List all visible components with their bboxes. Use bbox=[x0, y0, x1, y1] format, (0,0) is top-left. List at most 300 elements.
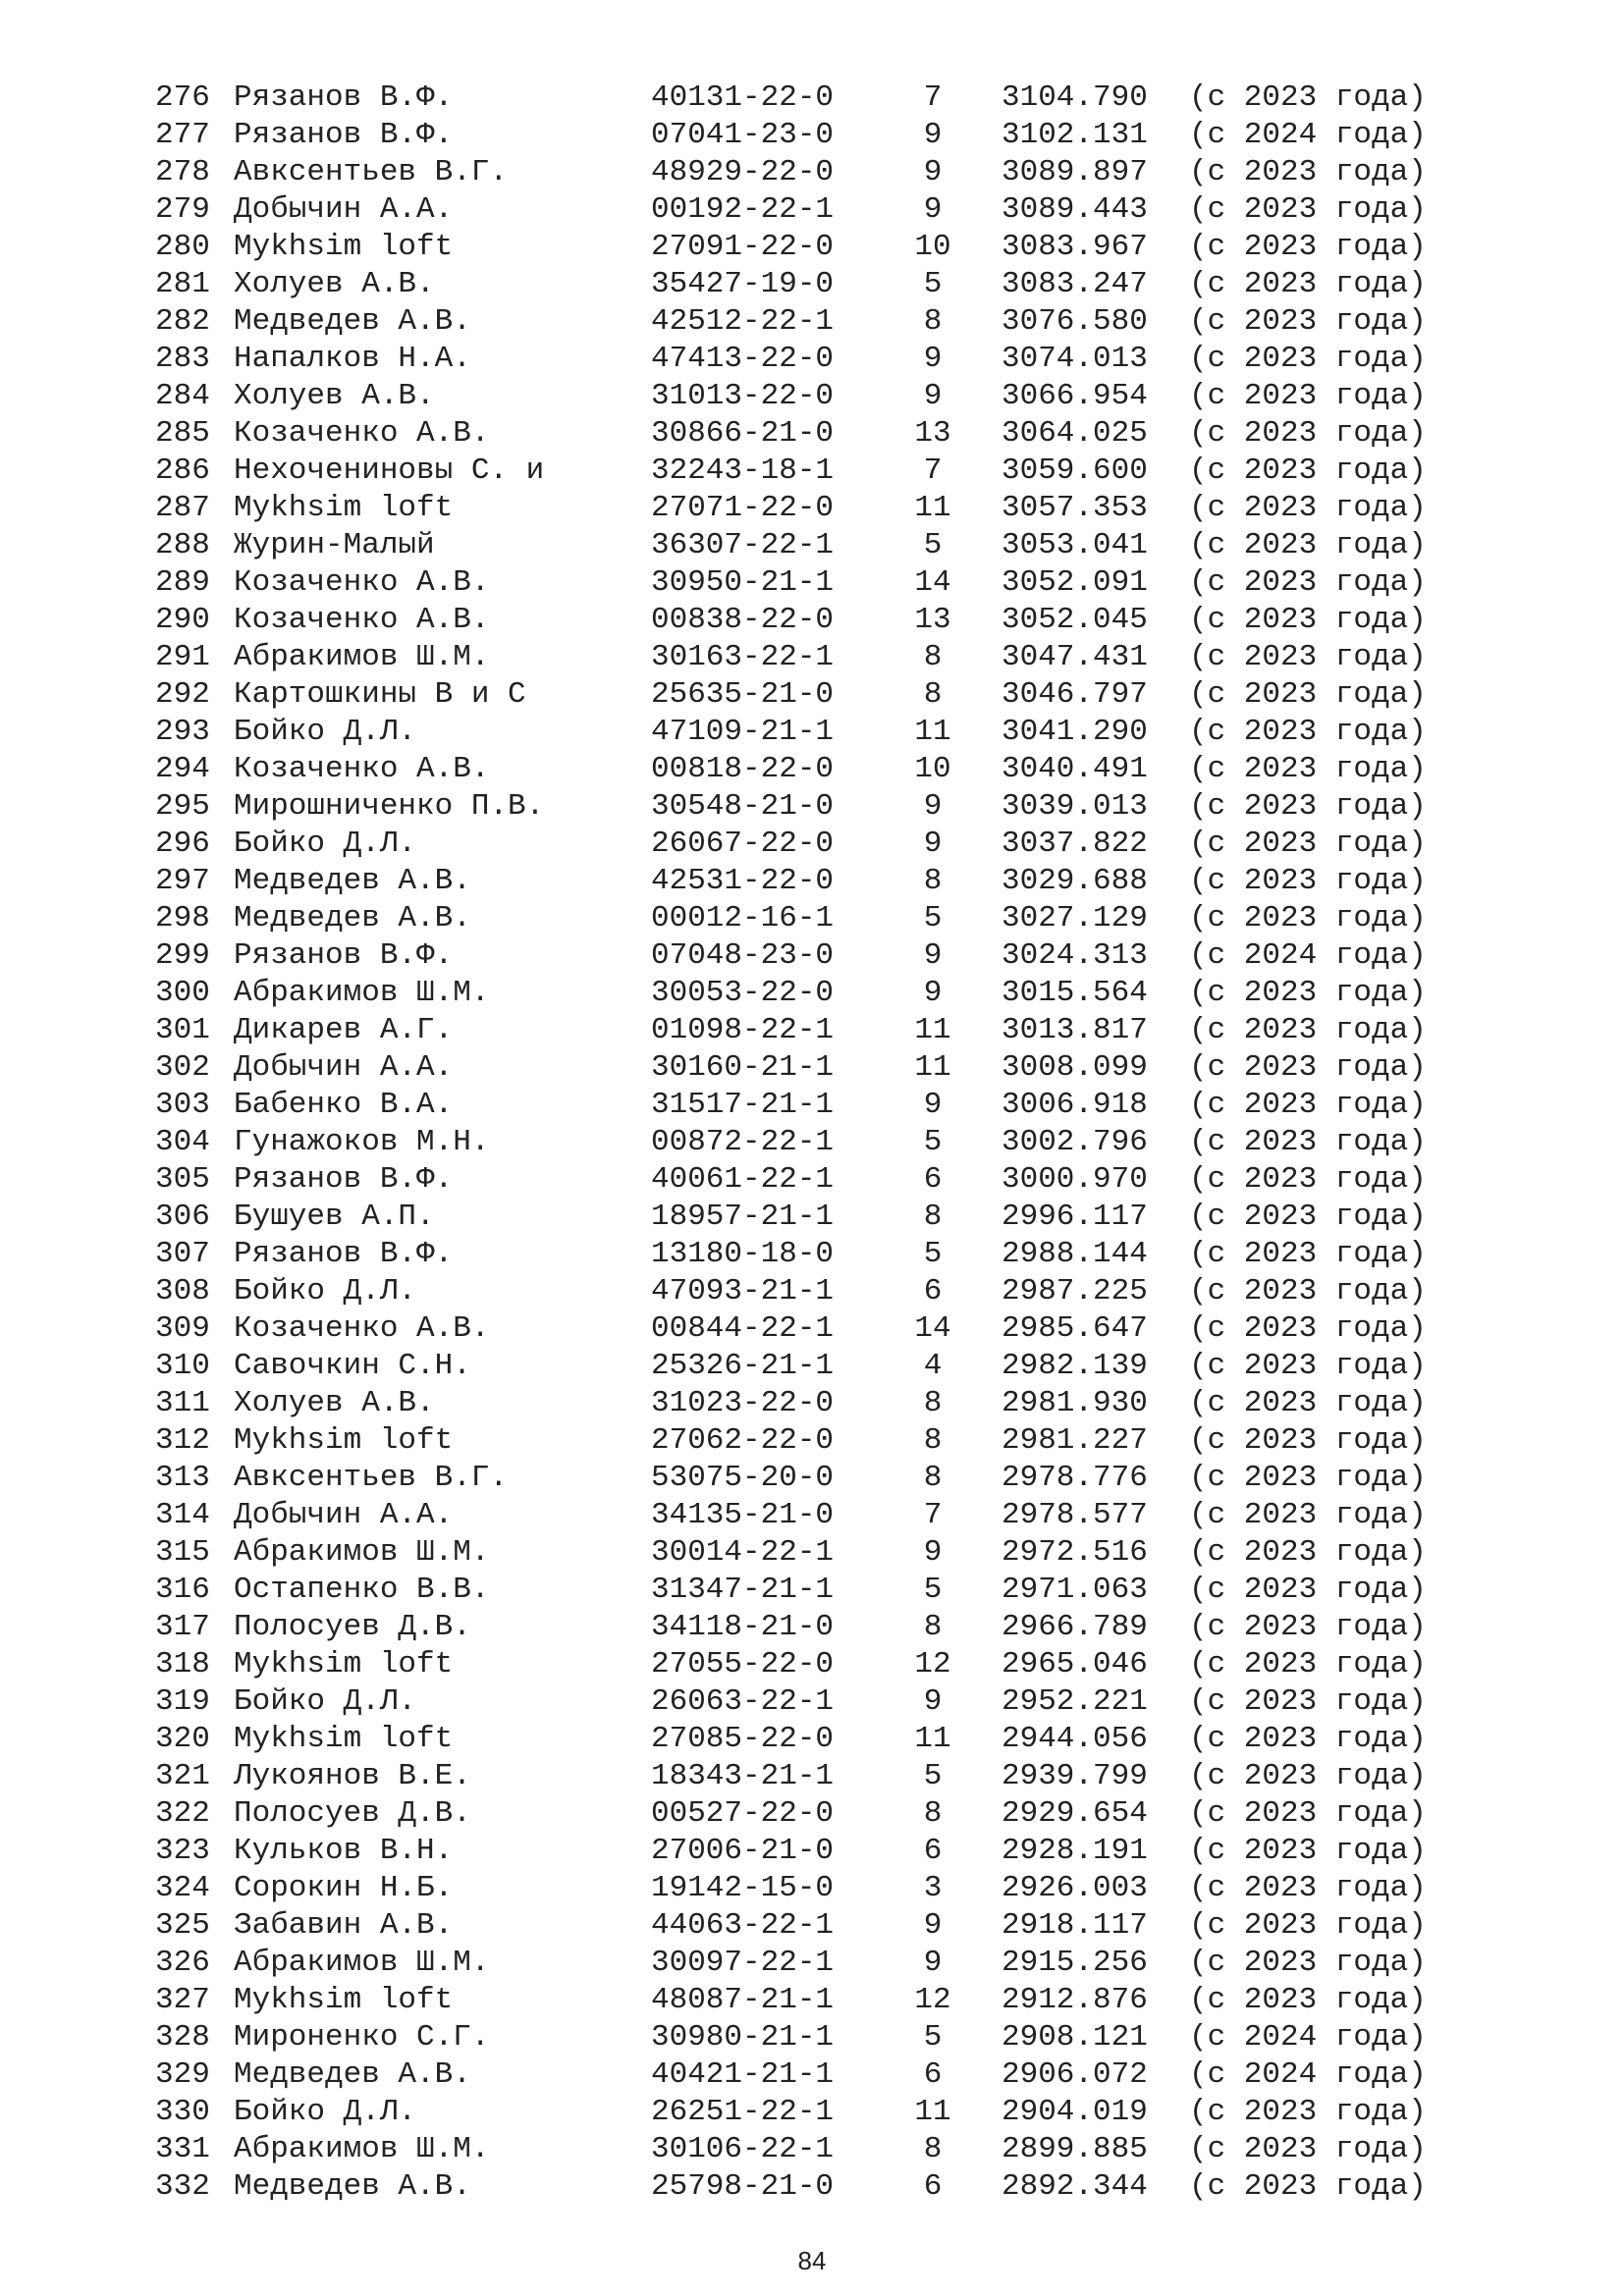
count-value: 6 bbox=[923, 1274, 943, 1308]
owner-name: Забавин А.В. bbox=[234, 1908, 454, 1943]
row-number: 329 bbox=[155, 2057, 210, 2092]
list-row bbox=[155, 341, 1451, 378]
record-id: 30980-21-1 bbox=[651, 2020, 835, 2055]
year-note: (с 2023 года) bbox=[1189, 267, 1427, 301]
list-row bbox=[155, 564, 1451, 602]
year-note: (с 2023 года) bbox=[1189, 528, 1427, 562]
list-row bbox=[155, 1049, 1451, 1087]
count-value: 9 bbox=[923, 1946, 943, 1980]
owner-name: Абракимов Ш.М. bbox=[234, 1535, 490, 1570]
record-id: 27085-22-0 bbox=[651, 1722, 835, 1756]
record-id: 30014-22-1 bbox=[651, 1535, 835, 1570]
row-number: 289 bbox=[155, 565, 210, 600]
owner-name: Рязанов В.Ф. bbox=[234, 118, 454, 152]
row-number: 306 bbox=[155, 1200, 210, 1234]
list-row bbox=[155, 975, 1451, 1012]
record-id: 26251-22-1 bbox=[651, 2095, 835, 2129]
owner-name: Козаченко А.В. bbox=[234, 565, 490, 600]
list-row bbox=[155, 2168, 1451, 2206]
count-value: 10 bbox=[914, 230, 951, 264]
list-row bbox=[155, 1758, 1451, 1795]
owner-name: Холуев А.В. bbox=[234, 379, 435, 413]
list-row bbox=[155, 602, 1451, 639]
count-value: 9 bbox=[923, 827, 943, 861]
year-note: (с 2023 года) bbox=[1189, 1647, 1427, 1682]
score-value: 3040.491 bbox=[1001, 752, 1148, 786]
count-value: 9 bbox=[923, 1088, 943, 1122]
list-row bbox=[155, 826, 1451, 863]
score-value: 2929.654 bbox=[1001, 1796, 1148, 1831]
year-note: (с 2023 года) bbox=[1189, 1311, 1427, 1346]
year-note: (с 2023 года) bbox=[1189, 2169, 1427, 2204]
score-value: 2981.930 bbox=[1001, 1386, 1148, 1420]
year-note: (с 2024 года) bbox=[1189, 2057, 1427, 2092]
row-number: 299 bbox=[155, 938, 210, 973]
record-id: 53075-20-0 bbox=[651, 1461, 835, 1495]
list-row bbox=[155, 1833, 1451, 1870]
record-id: 47093-21-1 bbox=[651, 1274, 835, 1308]
score-value: 3066.954 bbox=[1001, 379, 1148, 413]
count-value: 8 bbox=[923, 2132, 943, 2166]
row-number: 280 bbox=[155, 230, 210, 264]
count-value: 9 bbox=[923, 789, 943, 824]
score-value: 2915.256 bbox=[1001, 1946, 1148, 1980]
row-number: 325 bbox=[155, 1908, 210, 1943]
owner-name: Мироненко С.Г. bbox=[234, 2020, 490, 2055]
score-value: 3083.247 bbox=[1001, 267, 1148, 301]
year-note: (с 2023 года) bbox=[1189, 603, 1427, 637]
list-row bbox=[155, 1497, 1451, 1534]
count-value: 11 bbox=[914, 2095, 951, 2129]
record-id: 07041-23-0 bbox=[651, 118, 835, 152]
year-note: (с 2023 года) bbox=[1189, 1125, 1427, 1159]
owner-name: Mykhsim loft bbox=[234, 1983, 454, 2017]
score-value: 3089.443 bbox=[1001, 192, 1148, 227]
owner-name: Медведев А.В. bbox=[234, 2169, 471, 2204]
row-number: 309 bbox=[155, 1311, 210, 1346]
count-value: 8 bbox=[923, 1423, 943, 1458]
list-row bbox=[155, 1161, 1451, 1199]
row-number: 304 bbox=[155, 1125, 210, 1159]
score-value: 3052.045 bbox=[1001, 603, 1148, 637]
count-value: 8 bbox=[923, 1796, 943, 1831]
owner-name: Кульков В.Н. bbox=[234, 1834, 454, 1868]
list-row bbox=[155, 937, 1451, 975]
score-value: 2906.072 bbox=[1001, 2057, 1148, 2092]
score-value: 3046.797 bbox=[1001, 677, 1148, 712]
list-row bbox=[155, 1982, 1451, 2019]
record-id: 42512-22-1 bbox=[651, 304, 835, 339]
record-id: 30950-21-1 bbox=[651, 565, 835, 600]
count-value: 9 bbox=[923, 118, 943, 152]
owner-name: Mykhsim loft bbox=[234, 230, 454, 264]
row-number: 303 bbox=[155, 1088, 210, 1122]
row-number: 298 bbox=[155, 901, 210, 935]
year-note: (с 2023 года) bbox=[1189, 640, 1427, 674]
row-number: 311 bbox=[155, 1386, 210, 1420]
owner-name: Холуев А.В. bbox=[234, 1386, 435, 1420]
score-value: 2996.117 bbox=[1001, 1200, 1148, 1234]
owner-name: Холуев А.В. bbox=[234, 267, 435, 301]
score-value: 2899.885 bbox=[1001, 2132, 1148, 2166]
record-id: 30097-22-1 bbox=[651, 1946, 835, 1980]
score-value: 3104.790 bbox=[1001, 80, 1148, 115]
owner-name: Остапенко В.В. bbox=[234, 1573, 490, 1607]
list-row bbox=[155, 191, 1451, 229]
year-note: (с 2023 года) bbox=[1189, 1237, 1427, 1271]
score-value: 2966.789 bbox=[1001, 1610, 1148, 1644]
row-number: 330 bbox=[155, 2095, 210, 2129]
year-note: (с 2023 года) bbox=[1189, 752, 1427, 786]
record-id: 00818-22-0 bbox=[651, 752, 835, 786]
score-value: 3076.580 bbox=[1001, 304, 1148, 339]
record-id: 27062-22-0 bbox=[651, 1423, 835, 1458]
score-value: 2971.063 bbox=[1001, 1573, 1148, 1607]
list-row bbox=[155, 1721, 1451, 1758]
count-value: 9 bbox=[923, 342, 943, 376]
count-value: 13 bbox=[914, 603, 951, 637]
row-number: 294 bbox=[155, 752, 210, 786]
record-id: 35427-19-0 bbox=[651, 267, 835, 301]
count-value: 8 bbox=[923, 640, 943, 674]
row-number: 281 bbox=[155, 267, 210, 301]
score-value: 3029.688 bbox=[1001, 864, 1148, 898]
list-row bbox=[155, 1460, 1451, 1497]
list-row bbox=[155, 1348, 1451, 1385]
list-row bbox=[155, 1646, 1451, 1683]
count-value: 8 bbox=[923, 1610, 943, 1644]
score-value: 3002.796 bbox=[1001, 1125, 1148, 1159]
owner-name: Бойко Д.Л. bbox=[234, 2095, 417, 2129]
count-value: 8 bbox=[923, 864, 943, 898]
owner-name: Добычин А.А. bbox=[234, 1050, 454, 1085]
score-value: 2908.121 bbox=[1001, 2020, 1148, 2055]
record-id: 31023-22-0 bbox=[651, 1386, 835, 1420]
year-note: (с 2023 года) bbox=[1189, 1722, 1427, 1756]
score-value: 3037.822 bbox=[1001, 827, 1148, 861]
row-number: 297 bbox=[155, 864, 210, 898]
owner-name: Медведев А.В. bbox=[234, 864, 471, 898]
year-note: (с 2023 года) bbox=[1189, 80, 1427, 115]
record-id: 27006-21-0 bbox=[651, 1834, 835, 1868]
owner-name: Mykhsim loft bbox=[234, 1423, 454, 1458]
count-value: 7 bbox=[923, 80, 943, 115]
list-row bbox=[155, 266, 1451, 303]
row-number: 312 bbox=[155, 1423, 210, 1458]
list-row bbox=[155, 1945, 1451, 1982]
row-number: 292 bbox=[155, 677, 210, 712]
record-id: 00527-22-0 bbox=[651, 1796, 835, 1831]
count-value: 4 bbox=[923, 1349, 943, 1383]
owner-name: Нехочениновы С. и bbox=[234, 454, 545, 488]
record-id: 26063-22-1 bbox=[651, 1684, 835, 1719]
list-row bbox=[155, 1087, 1451, 1124]
year-note: (с 2024 года) bbox=[1189, 938, 1427, 973]
list-row bbox=[155, 1870, 1451, 1907]
record-id: 31013-22-0 bbox=[651, 379, 835, 413]
score-value: 3013.817 bbox=[1001, 1013, 1148, 1047]
year-note: (с 2023 года) bbox=[1189, 416, 1427, 451]
year-note: (с 2023 года) bbox=[1189, 454, 1427, 488]
score-value: 2944.056 bbox=[1001, 1722, 1148, 1756]
list-row bbox=[155, 1012, 1451, 1049]
score-value: 2982.139 bbox=[1001, 1349, 1148, 1383]
year-note: (с 2023 года) bbox=[1189, 1946, 1427, 1980]
record-id: 00838-22-0 bbox=[651, 603, 835, 637]
year-note: (с 2023 года) bbox=[1189, 1200, 1427, 1234]
row-number: 314 bbox=[155, 1498, 210, 1532]
score-value: 3059.600 bbox=[1001, 454, 1148, 488]
score-value: 3008.099 bbox=[1001, 1050, 1148, 1085]
row-number: 331 bbox=[155, 2132, 210, 2166]
list-row bbox=[155, 117, 1451, 154]
year-note: (с 2023 года) bbox=[1189, 565, 1427, 600]
record-id: 27055-22-0 bbox=[651, 1647, 835, 1682]
score-value: 2952.221 bbox=[1001, 1684, 1148, 1719]
list-row bbox=[155, 676, 1451, 714]
row-number: 317 bbox=[155, 1610, 210, 1644]
record-id: 30160-21-1 bbox=[651, 1050, 835, 1085]
year-note: (с 2023 года) bbox=[1189, 901, 1427, 935]
year-note: (с 2024 года) bbox=[1189, 118, 1427, 152]
record-id: 13180-18-0 bbox=[651, 1237, 835, 1271]
list-row bbox=[155, 2056, 1451, 2094]
count-value: 8 bbox=[923, 677, 943, 712]
count-value: 14 bbox=[914, 565, 951, 600]
list-row bbox=[155, 453, 1451, 490]
count-value: 11 bbox=[914, 715, 951, 749]
page-number: 84 bbox=[797, 2246, 827, 2275]
record-id: 19142-15-0 bbox=[651, 1871, 835, 1905]
list-row bbox=[155, 1422, 1451, 1460]
row-number: 295 bbox=[155, 789, 210, 824]
list-row bbox=[155, 229, 1451, 266]
owner-name: Полосуев Д.В. bbox=[234, 1610, 471, 1644]
count-value: 6 bbox=[923, 2169, 943, 2204]
count-value: 13 bbox=[914, 416, 951, 451]
count-value: 9 bbox=[923, 938, 943, 973]
year-note: (с 2023 года) bbox=[1189, 1759, 1427, 1793]
owner-name: Бабенко В.А. bbox=[234, 1088, 454, 1122]
row-number: 321 bbox=[155, 1759, 210, 1793]
year-note: (с 2023 года) bbox=[1189, 1274, 1427, 1308]
row-number: 316 bbox=[155, 1573, 210, 1607]
owner-name: Авксентьев В.Г. bbox=[234, 155, 509, 189]
row-number: 313 bbox=[155, 1461, 210, 1495]
owner-name: Абракимов Ш.М. bbox=[234, 640, 490, 674]
score-value: 2972.516 bbox=[1001, 1535, 1148, 1570]
list-row bbox=[155, 1273, 1451, 1310]
score-value: 2912.876 bbox=[1001, 1983, 1148, 2017]
row-number: 278 bbox=[155, 155, 210, 189]
list-row bbox=[155, 1236, 1451, 1273]
count-value: 11 bbox=[914, 1722, 951, 1756]
year-note: (с 2023 года) bbox=[1189, 1349, 1427, 1383]
record-id: 00872-22-1 bbox=[651, 1125, 835, 1159]
count-value: 9 bbox=[923, 1684, 943, 1719]
row-number: 293 bbox=[155, 715, 210, 749]
year-note: (с 2023 года) bbox=[1189, 230, 1427, 264]
score-value: 2965.046 bbox=[1001, 1647, 1148, 1682]
list-row bbox=[155, 80, 1451, 117]
owner-name: Рязанов В.Ф. bbox=[234, 1162, 454, 1197]
year-note: (с 2023 года) bbox=[1189, 1050, 1427, 1085]
count-value: 6 bbox=[923, 2057, 943, 2092]
row-number: 277 bbox=[155, 118, 210, 152]
owner-name: Полосуев Д.В. bbox=[234, 1796, 471, 1831]
list-row bbox=[155, 863, 1451, 900]
list-row bbox=[155, 1683, 1451, 1721]
count-value: 9 bbox=[923, 192, 943, 227]
row-number: 276 bbox=[155, 80, 210, 115]
year-note: (с 2023 года) bbox=[1189, 1386, 1427, 1420]
year-note: (с 2023 года) bbox=[1189, 2095, 1427, 2129]
record-id: 01098-22-1 bbox=[651, 1013, 835, 1047]
record-id: 48087-21-1 bbox=[651, 1983, 835, 2017]
count-value: 5 bbox=[923, 2020, 943, 2055]
count-value: 6 bbox=[923, 1834, 943, 1868]
list-row bbox=[155, 378, 1451, 415]
year-note: (с 2023 года) bbox=[1189, 155, 1427, 189]
record-id: 25326-21-1 bbox=[651, 1349, 835, 1383]
year-note: (с 2023 года) bbox=[1189, 1088, 1427, 1122]
score-value: 3102.131 bbox=[1001, 118, 1148, 152]
list-row bbox=[155, 714, 1451, 751]
score-value: 2981.227 bbox=[1001, 1423, 1148, 1458]
count-value: 10 bbox=[914, 752, 951, 786]
row-number: 310 bbox=[155, 1349, 210, 1383]
year-note: (с 2023 года) bbox=[1189, 1834, 1427, 1868]
row-number: 284 bbox=[155, 379, 210, 413]
count-value: 8 bbox=[923, 1200, 943, 1234]
list-row bbox=[155, 2094, 1451, 2131]
list-row bbox=[155, 1609, 1451, 1646]
record-id: 25798-21-0 bbox=[651, 2169, 835, 2204]
score-value: 3041.290 bbox=[1001, 715, 1148, 749]
count-value: 11 bbox=[914, 1013, 951, 1047]
list-row bbox=[155, 415, 1451, 453]
score-value: 2978.577 bbox=[1001, 1498, 1148, 1532]
score-value: 2987.225 bbox=[1001, 1274, 1148, 1308]
count-value: 11 bbox=[914, 491, 951, 525]
owner-name: Козаченко А.В. bbox=[234, 752, 490, 786]
year-note: (с 2023 года) bbox=[1189, 1796, 1427, 1831]
owner-name: Медведев А.В. bbox=[234, 901, 471, 935]
row-number: 322 bbox=[155, 1796, 210, 1831]
year-note: (с 2023 года) bbox=[1189, 1498, 1427, 1532]
year-note: (с 2023 года) bbox=[1189, 1684, 1427, 1719]
score-value: 2926.003 bbox=[1001, 1871, 1148, 1905]
count-value: 14 bbox=[914, 1311, 951, 1346]
owner-name: Дикарев А.Г. bbox=[234, 1013, 454, 1047]
count-value: 3 bbox=[923, 1871, 943, 1905]
count-value: 8 bbox=[923, 1461, 943, 1495]
owner-name: Mykhsim loft bbox=[234, 491, 454, 525]
row-number: 305 bbox=[155, 1162, 210, 1197]
owner-name: Бойко Д.Л. bbox=[234, 1274, 417, 1308]
list-row bbox=[155, 1385, 1451, 1422]
owner-name: Журин-Малый bbox=[234, 528, 435, 562]
row-number: 283 bbox=[155, 342, 210, 376]
list-row bbox=[155, 154, 1451, 191]
list-row bbox=[155, 1572, 1451, 1609]
row-number: 332 bbox=[155, 2169, 210, 2204]
list-row bbox=[155, 639, 1451, 676]
record-id: 44063-22-1 bbox=[651, 1908, 835, 1943]
owner-name: Козаченко А.В. bbox=[234, 1311, 490, 1346]
row-number: 285 bbox=[155, 416, 210, 451]
row-number: 320 bbox=[155, 1722, 210, 1756]
record-id: 34135-21-0 bbox=[651, 1498, 835, 1532]
year-note: (с 2023 года) bbox=[1189, 1983, 1427, 2017]
record-id: 47413-22-0 bbox=[651, 342, 835, 376]
count-value: 7 bbox=[923, 454, 943, 488]
year-note: (с 2023 года) bbox=[1189, 2132, 1427, 2166]
score-value: 3047.431 bbox=[1001, 640, 1148, 674]
row-number: 290 bbox=[155, 603, 210, 637]
record-id: 40061-22-1 bbox=[651, 1162, 835, 1197]
owner-name: Бойко Д.Л. bbox=[234, 1684, 417, 1719]
row-number: 302 bbox=[155, 1050, 210, 1085]
count-value: 5 bbox=[923, 901, 943, 935]
row-number: 323 bbox=[155, 1834, 210, 1868]
owner-name: Савочкин С.Н. bbox=[234, 1349, 471, 1383]
row-number: 327 bbox=[155, 1983, 210, 2017]
year-note: (с 2023 года) bbox=[1189, 1908, 1427, 1943]
owner-name: Рязанов В.Ф. bbox=[234, 938, 454, 973]
score-value: 2978.776 bbox=[1001, 1461, 1148, 1495]
year-note: (с 2023 года) bbox=[1189, 342, 1427, 376]
record-id: 18957-21-1 bbox=[651, 1200, 835, 1234]
record-id: 30163-22-1 bbox=[651, 640, 835, 674]
record-id: 48929-22-0 bbox=[651, 155, 835, 189]
score-value: 3083.967 bbox=[1001, 230, 1148, 264]
count-value: 5 bbox=[923, 1125, 943, 1159]
owner-name: Гунажоков М.Н. bbox=[234, 1125, 490, 1159]
count-value: 8 bbox=[923, 304, 943, 339]
score-value: 2904.019 bbox=[1001, 2095, 1148, 2129]
count-value: 7 bbox=[923, 1498, 943, 1532]
owner-name: Напалков Н.А. bbox=[234, 342, 471, 376]
score-value: 3006.918 bbox=[1001, 1088, 1148, 1122]
score-value: 2988.144 bbox=[1001, 1237, 1148, 1271]
record-id: 00012-16-1 bbox=[651, 901, 835, 935]
count-value: 12 bbox=[914, 1983, 951, 2017]
list-row bbox=[155, 1199, 1451, 1236]
owner-name: Медведев А.В. bbox=[234, 2057, 471, 2092]
count-value: 11 bbox=[914, 1050, 951, 1085]
score-value: 3024.313 bbox=[1001, 938, 1148, 973]
record-id: 40421-21-1 bbox=[651, 2057, 835, 2092]
row-number: 307 bbox=[155, 1237, 210, 1271]
row-number: 287 bbox=[155, 491, 210, 525]
row-number: 288 bbox=[155, 528, 210, 562]
row-number: 324 bbox=[155, 1871, 210, 1905]
count-value: 5 bbox=[923, 1237, 943, 1271]
record-id: 26067-22-0 bbox=[651, 827, 835, 861]
score-value: 3000.970 bbox=[1001, 1162, 1148, 1197]
score-value: 3074.013 bbox=[1001, 342, 1148, 376]
row-number: 282 bbox=[155, 304, 210, 339]
record-id: 27091-22-0 bbox=[651, 230, 835, 264]
owner-name: Картошкины В и С bbox=[234, 677, 526, 712]
record-id: 31517-21-1 bbox=[651, 1088, 835, 1122]
score-value: 2918.117 bbox=[1001, 1908, 1148, 1943]
row-number: 301 bbox=[155, 1013, 210, 1047]
record-id: 07048-23-0 bbox=[651, 938, 835, 973]
owner-name: Бойко Д.Л. bbox=[234, 827, 417, 861]
row-number: 315 bbox=[155, 1535, 210, 1570]
